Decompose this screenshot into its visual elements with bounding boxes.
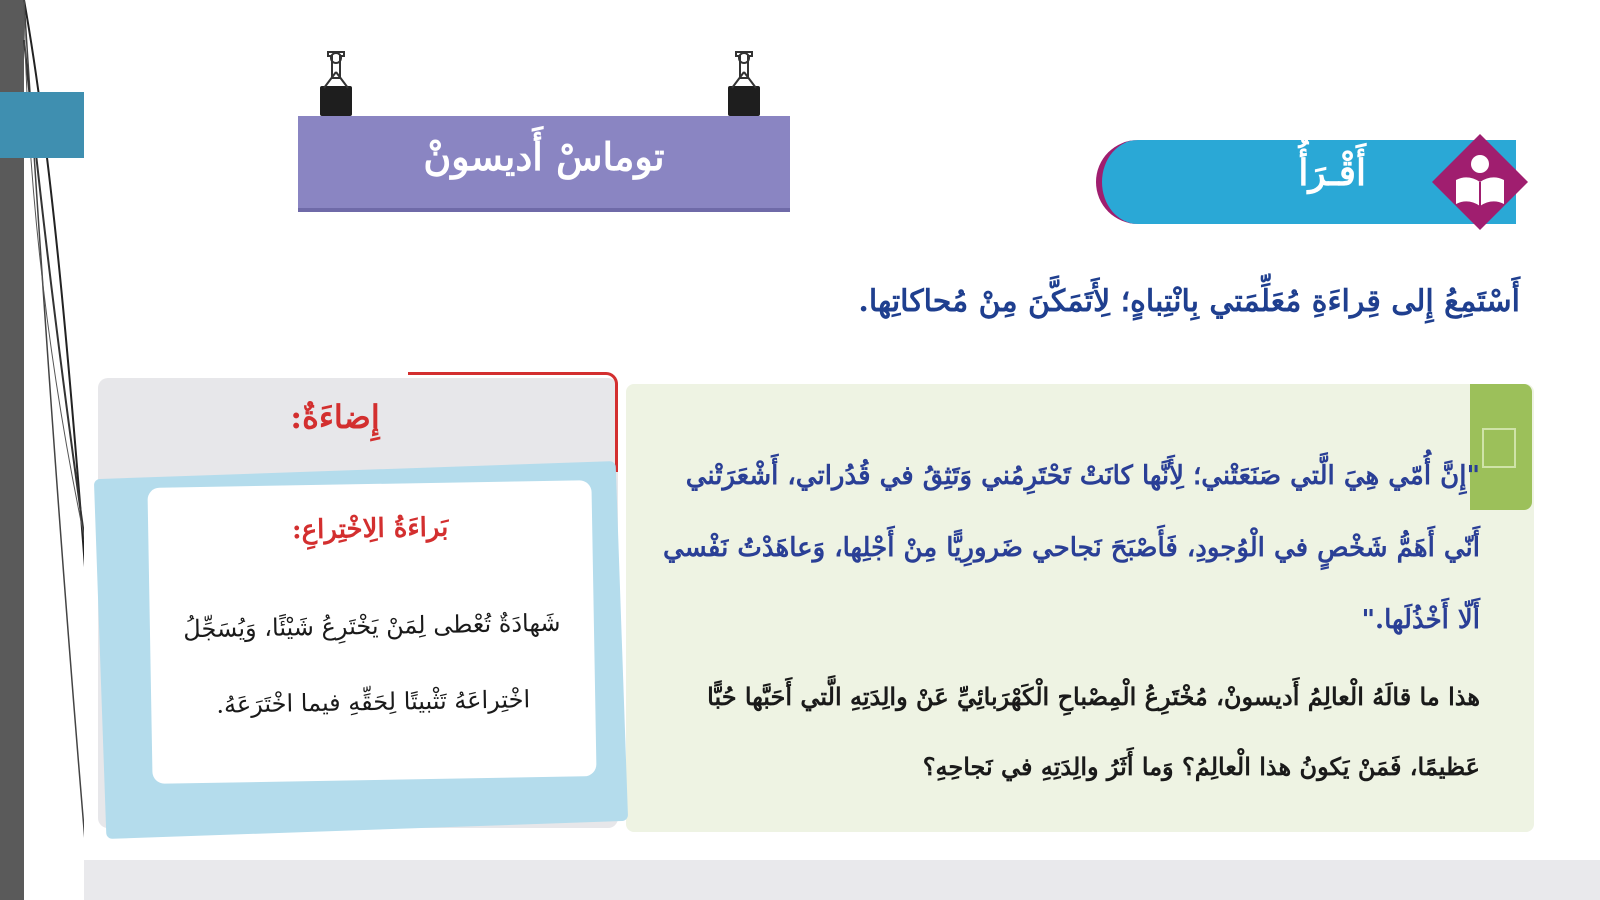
- green-tab-square: [1482, 428, 1516, 468]
- left-accent-tab: [0, 92, 84, 158]
- idaa-term: بَراءَةُ الِاخْتِراعِ:: [291, 512, 449, 546]
- section-label: أَقْـرَأُ: [1298, 152, 1366, 194]
- edison-quote: "إِنَّ أُمّي هِيَ الَّتي صَنَعَتْني؛ لِأَنَّها كانَتْ تَحْتَرِمُني وَتَثِقُ في قُدُراتي، أَشْعَرَتْني أَنّي أَهَمُّ شَخْصٍ في الْوُجودِ، فَأَصْبَحَ نَجاحي ضَرورِيًّا مِنْ أَجْلِها، وَعاهَدْتُ نَفْسي أَلّا أَخْذُلَها.": [663, 461, 1480, 635]
- passage-body: هذا ما قالَهُ الْعالِمُ أَديسونْ، مُخْتَرِعُ الْمِصْباحِ الْكَهْرَبائِيِّ عَنْ والِدَتِهِ الَّتي أَحَبَّها حُبًّا عَظيمًا، فَمَنْ يَكونُ هذا الْعالِمُ؟ وَما أَثَرُ والِدَتِهِ في نَجاحِهِ؟: [707, 682, 1480, 781]
- listening-instruction: أَسْتَمِعُ إِلى قِراءَةِ مُعَلِّمَتي بِانْتِباهٍ؛ لِأَتَمَكَّنَ مِنْ مُحاكاتِها.: [858, 284, 1520, 319]
- idaa-card: [147, 480, 596, 784]
- lesson-title-banner: [298, 116, 790, 212]
- idaa-definition: شَهادَةٌ تُعْطى لِمَنْ يَخْتَرِعُ شَيْئًا، وَيُسَجِّلُ اخْتِراعَهُ تَثْبيتًا لِحَقِّهِ فيما اخْتَرَعَهُ.: [183, 608, 561, 719]
- lesson-title: توماسْ أَديسونْ: [423, 134, 665, 179]
- bottom-band: [84, 860, 1600, 900]
- binder-clip-icon: [722, 50, 766, 118]
- idaa-title: إِضاءَةٌ:: [290, 398, 380, 436]
- binder-clip-icon: [314, 50, 358, 118]
- idaa-red-border: [408, 372, 618, 472]
- reading-book-icon: [1430, 132, 1530, 232]
